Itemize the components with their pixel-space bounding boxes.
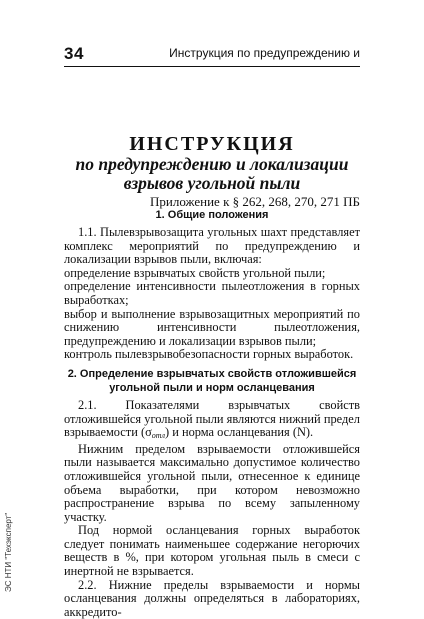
list-item-2: определение интенсивности пылеотложения в горных выработках;: [64, 279, 360, 307]
page-header: [64, 44, 360, 67]
page-number: 34: [64, 44, 84, 63]
paragraph-norm-definition: Под нормой осланцевания горных выработок следует понимать наименьшее содержание негорючих веществ в %, при котором угольная пыль в смеси с инертной не взрывается.: [64, 523, 360, 579]
section-1-heading: 1. Общие положения: [155, 209, 269, 221]
running-title: Инструкция по предупреждению и: [169, 46, 360, 60]
document-title-block: [64, 133, 360, 210]
paragraph-2-2: 2.2. Нижние пределы взрываемости и нормы осланцевания должны определяться в лабораториях, аккредито-: [64, 577, 360, 619]
paragraph-2-1-text-b: ) и норма осланцевания (N).: [165, 425, 314, 440]
document-body: [64, 206, 360, 619]
section-2-heading: [64, 367, 360, 395]
side-watermark-label: ЭС НТИ "Техэксперт": [4, 512, 13, 592]
paragraph-lower-limit-definition: Нижним пределом взрываемости отложившейся пыли называется максимально допустимое количество отложившейся угольной пыли, отнесенное к единице объема выработки, при котором невозможно распространение взрыва по всему запыленному участку.: [64, 441, 360, 524]
list-item-4: контроль пылевзрывобезопасности горных выработок.: [64, 347, 354, 362]
section-2-heading-line-1: 2. Определение взрывчатых свойств отложившейся: [67, 367, 357, 380]
sigma-subscript: отл: [151, 431, 166, 441]
appendix-reference: Приложение к § 262, 268, 270, 271 ПБ: [150, 194, 360, 209]
document-subtitle-line-2: взрывов угольной пыли: [123, 173, 301, 193]
list-item-3: выбор и выполнение взрывозащитных мероприятий по снижению интенсивности пылеотложения, предупреждению и локализации взрывов пыли;: [64, 306, 360, 348]
list-item-1: определение взрывчатых свойств угольной пыли;: [64, 265, 326, 280]
section-2-heading-line-2: угольной пыли и норм осланцевания: [109, 381, 315, 394]
paragraph-1-1: 1.1. Пылевзрывозащита угольных шахт представляет комплекс мероприятий по предупреждению и локализации взрывов пыли, включая:: [64, 225, 360, 267]
document-subtitle-line-1: по предупреждению и локализации: [75, 154, 349, 174]
paragraph-2-1-text-a: 2.1. Показателями взрывчатых свойств отложившейся угольной пыли являются нижний предел взрываемости (σ: [64, 397, 360, 440]
document-title: ИНСТРУКЦИЯ: [129, 133, 295, 155]
paragraph-2-1: [64, 399, 360, 443]
